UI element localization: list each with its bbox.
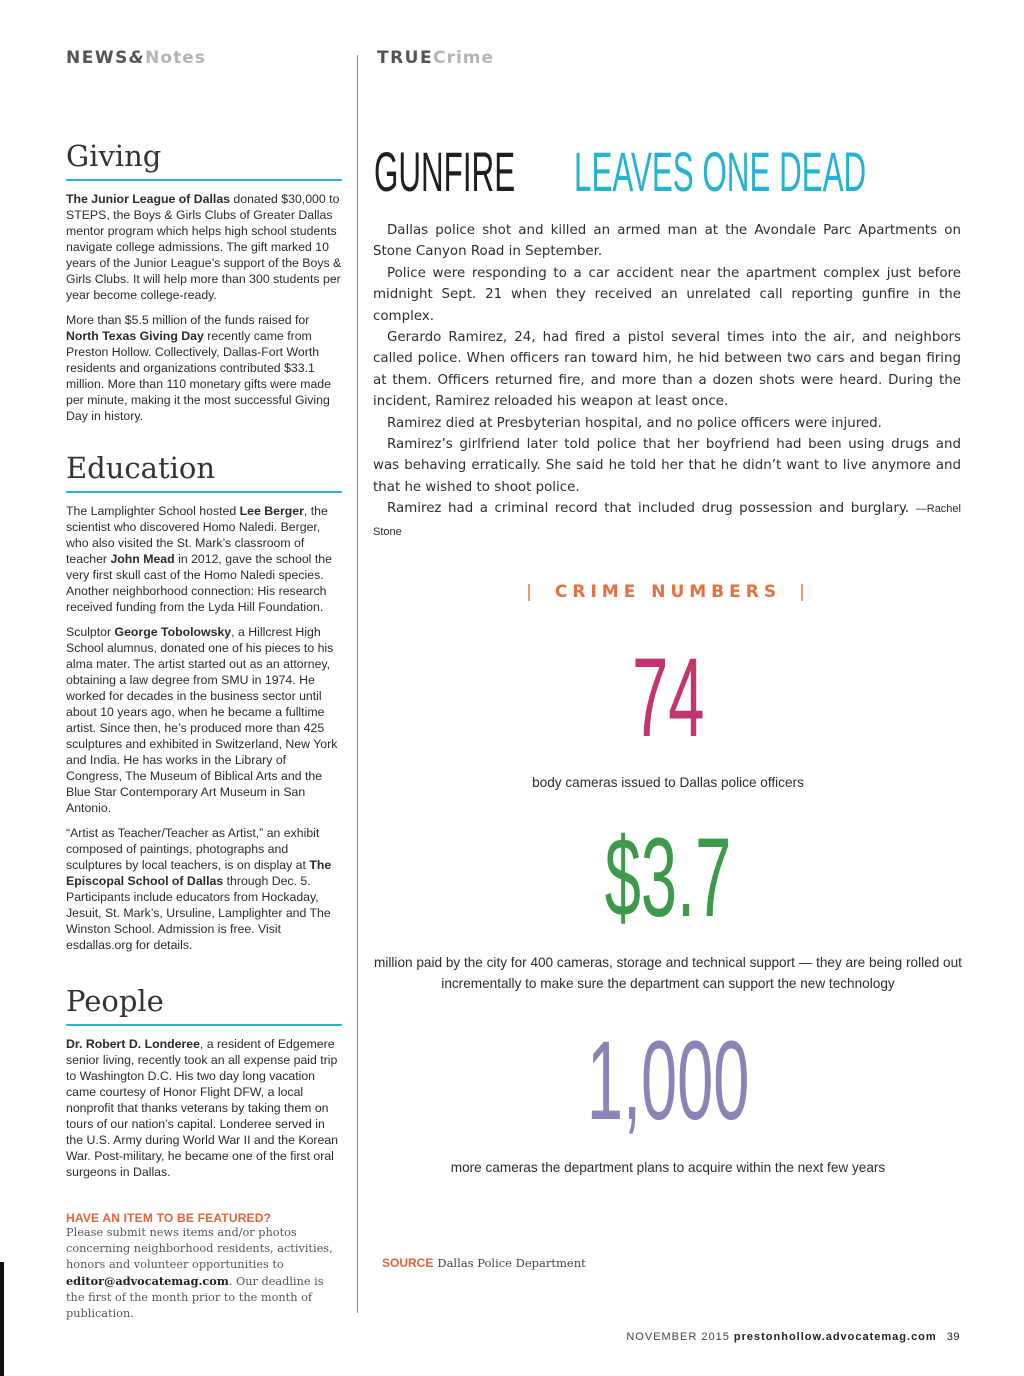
giving-heading: Giving xyxy=(66,140,342,181)
people-heading: People xyxy=(66,985,342,1026)
giving-p2-text-a: More than $5.5 million of the funds raised for xyxy=(66,313,310,328)
stat-value-2 xyxy=(374,815,962,940)
people-p1-text: , a resident of Edgemere senior living, recently took an all expense paid trip to Washington D.C. His two day long vacation came courtesy of Honor Flight DFW, a local nonprofit that thanks veterans by taking them on tours of our nation’s capital. Londeree served in the U.S. Army during World War II and the Korean War. Post-military, he became one of the first oral surgeons in Dallas. xyxy=(66,1037,339,1180)
article-last-paragraph-text: Ramirez had a criminal record that included drug possession and burglary. xyxy=(387,501,910,517)
education-p3-name: The Episcopal School of Dallas xyxy=(66,858,332,889)
giving-org-name: The Junior League of Dallas xyxy=(66,192,230,207)
article-headline xyxy=(374,140,1024,204)
article-paragraph: Dallas police shot and killed an armed man at the Avondale Parc Apartments on Stone Canyon Road in September. xyxy=(373,223,961,260)
section-label-true-crime xyxy=(377,48,494,68)
stat-value-1 xyxy=(374,635,962,760)
education-p1-name-2: John Mead xyxy=(110,552,175,567)
section-label-true: TRUE xyxy=(377,48,434,68)
title-bar-left: | xyxy=(526,582,537,602)
submission-callout xyxy=(66,1211,334,1322)
crime-numbers-title xyxy=(374,582,962,602)
education-p3-text-b: through Dec. 5. Participants include educators from Hockaday, Jesuit, St. Mark’s, Ursuline, Lamplighter and The Winston School. Admission is free. Visit esdallas.org for details. xyxy=(66,874,331,953)
article-paragraph: Gerardo Ramirez, 24, had fired a pistol several times into the air, and neighbors called police. When officers ran toward him, he hid between two cars and began firing at them. Officers returned fire, and more than a dozen shots were heard. During the incident, Ramirez reloaded his weapon at least once. xyxy=(373,330,961,410)
education-p1-name-1: Lee Berger xyxy=(239,504,304,519)
giving-paragraph-2 xyxy=(66,312,342,424)
education-paragraph-1 xyxy=(66,503,342,615)
stat-value-2-text: $3.7 xyxy=(604,815,732,940)
education-section xyxy=(66,452,342,962)
education-p2-text-b: , a Hillcrest High School alumnus, donated one of his pieces to his alma mater. The artist started out as an attorney, obtaining a law degree from SMU in 1974. He worked for decades in the business sector until about 10 years ago, when he became a fulltime artist. Since then, he’s produced more than 425 sculptures and exhibited in Switzerland, New York and India. He has works in the Library of Congress, The Museum of Biblical Arts and the Blue Star Contemporary Art Museum in San Antonio. xyxy=(66,625,338,816)
footer-site[interactable]: prestonhollow.advocatemag.com xyxy=(733,1331,937,1343)
stat-value-3-text: 1,000 xyxy=(586,1018,750,1143)
column-divider xyxy=(357,55,358,1313)
stat-caption-2: million paid by the city for 400 cameras, storage and technical support — they are being rolled out incrementally to make sure the department can support the new technology xyxy=(374,955,962,991)
giving-day-name: North Texas Giving Day xyxy=(66,329,204,344)
footer-date: NOVEMBER 2015 xyxy=(626,1331,730,1343)
education-heading: Education xyxy=(66,452,342,493)
submission-text-b: . Our deadline is the first of the month prior to the month of publication. xyxy=(66,1275,324,1320)
section-label-amp: & xyxy=(128,48,146,68)
giving-p2-text-b: recently came from Preston Hollow. Collectively, Dallas-Fort Worth residents and organizations contributed $33.1 million. More than 110 monetary gifts were made per minute, making it the most successful Giving Day in history. xyxy=(66,329,331,424)
stat-value-3 xyxy=(374,1018,962,1143)
education-paragraph-2 xyxy=(66,624,342,816)
education-p2-name: George Tobolowsky xyxy=(114,625,232,640)
education-p1-text-b: , the scientist who discovered Homo Naledi. Berger, who also visited the St. Mark’s classroom of teacher xyxy=(66,504,328,567)
education-paragraph-3 xyxy=(66,825,342,953)
giving-p1-text: donated $30,000 to STEPS, the Boys & Girls Clubs of Greater Dallas mentor program which helps high school students navigate college admissions. The gift marked 10 years of the Junior League’s support of the Boys & Girls Clubs. It will help more than 300 students per year become college-ready. xyxy=(66,192,342,303)
page-number: 39 xyxy=(946,1331,960,1343)
section-label-notes: Notes xyxy=(145,48,206,68)
crime-numbers-title-text: CRIME NUMBERS xyxy=(554,582,782,602)
section-label-news-notes xyxy=(66,48,206,68)
education-p3-text-a: “Artist as Teacher/Teacher as Artist,” an exhibit composed of paintings, photographs and sculptures by local teachers, is on display at xyxy=(66,826,320,873)
giving-paragraph-1 xyxy=(66,191,342,303)
people-p1-name: Dr. Robert D. Londeree xyxy=(66,1037,200,1052)
article-last-paragraph xyxy=(373,498,961,543)
section-label-crime: Crime xyxy=(433,48,495,68)
page-edge-mark xyxy=(0,1262,4,1376)
giving-section xyxy=(66,140,342,433)
education-p2-text-a: Sculptor xyxy=(66,625,115,640)
page-footer xyxy=(626,1331,960,1343)
article-paragraph: Police were responding to a car accident near the apartment complex just before midnight Sept. 21 when they received an unrelated call reporting gunfire in the complex. xyxy=(373,265,961,324)
education-p1-text-c: in 2012, gave the school the very first skull cast of the Homo Naledi species. Another neighborhood connection: His research received funding from the Lyda Hill Foundation. xyxy=(66,552,332,615)
source-line xyxy=(382,1256,586,1270)
headline-part-blue: LEAVES ONE DEAD xyxy=(574,140,867,203)
people-paragraph-1 xyxy=(66,1036,342,1180)
people-section xyxy=(66,985,342,1189)
stat-value-1-text: 74 xyxy=(631,635,705,760)
article-paragraph: Ramirez’s girlfriend later told police that her boyfriend had been using drugs and was behaving erratically. She said he told her that he didn’t want to live anymore and that he wished to shoot police. xyxy=(373,437,961,495)
stat-caption-3: more cameras the department plans to acquire within the next few years xyxy=(450,1160,886,1175)
article-paragraph: Ramirez died at Presbyterian hospital, and no police officers were injured. xyxy=(387,415,882,431)
submission-callout-title: HAVE AN ITEM TO BE FEATURED? xyxy=(66,1211,272,1225)
submission-text-a: Please submit news items and/or photos concerning neighborhood residents, activities, honors and volunteer opportunities to xyxy=(66,1226,333,1271)
source-label: SOURCE xyxy=(382,1256,434,1270)
submission-email-link[interactable]: editor@advocatemag.com xyxy=(66,1274,229,1288)
article-byline: —Rachel Stone xyxy=(373,503,961,538)
article-body xyxy=(373,220,961,543)
source-value: Dallas Police Department xyxy=(437,1256,586,1270)
title-bar-right: | xyxy=(799,582,810,602)
submission-callout-text xyxy=(66,1225,334,1322)
education-p1-text-a: The Lamplighter School hosted xyxy=(66,504,240,519)
stat-caption-1: body cameras issued to Dallas police officers xyxy=(532,775,804,790)
section-label-news: NEWS xyxy=(66,48,129,68)
headline-part-dark: GUNFIRE xyxy=(374,140,516,203)
